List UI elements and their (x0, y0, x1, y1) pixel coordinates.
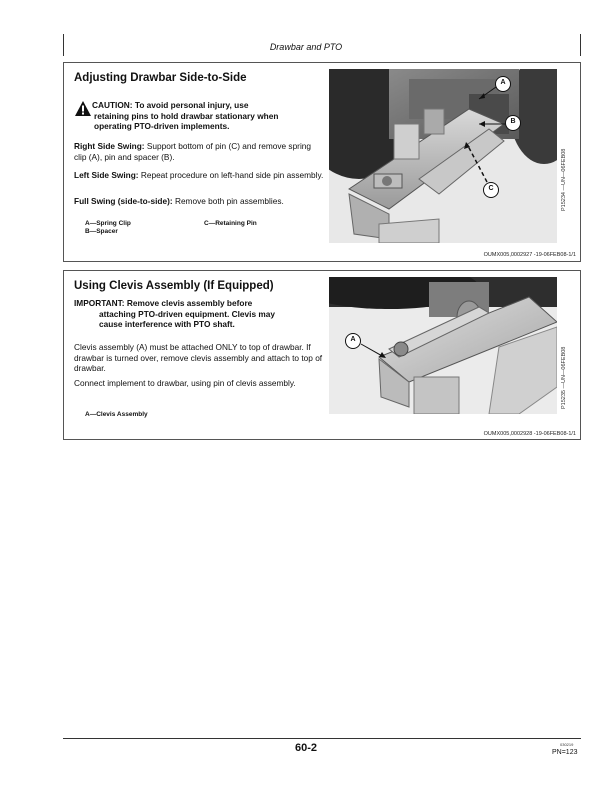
full-swing-label: Full Swing (side-to-side): (74, 196, 173, 206)
clevis-paragraph-2: Connect implement to drawbar, using pin of clevis assembly. (74, 378, 296, 388)
footer-pn: PN=123 (552, 749, 578, 756)
page-header-title: Drawbar and PTO (269, 42, 343, 52)
section-title: Adjusting Drawbar Side-to-Side (74, 72, 247, 84)
full-swing-paragraph (74, 196, 324, 207)
legend-a: A—Clevis Assembly (85, 411, 148, 418)
doc-id-1: OUMX005,0002927 -19-06FEB08-1/1 (483, 252, 576, 258)
callout-leader-line (329, 277, 557, 414)
doc-id-2: OUMX005,0002928 -19-06FEB08-1/1 (483, 431, 576, 437)
legend-a: A—Spring Clip (85, 220, 131, 227)
figure-id-1: P15234 —UN—06FEB08 (561, 148, 567, 211)
warning-triangle-icon (74, 100, 92, 117)
left-side-swing-text: Repeat procedure on left-hand side pin assembly. (138, 170, 324, 180)
section-drawbar-side-to-side (63, 62, 581, 262)
drawbar-pin-photo (329, 69, 557, 243)
important-line-1: IMPORTANT: Remove clevis assembly before (74, 298, 253, 308)
important-line-3: cause interference with PTO shaft. (99, 319, 235, 329)
footer-rule (63, 738, 581, 739)
callout-b-label: B (510, 118, 516, 125)
left-side-swing-paragraph (74, 170, 324, 181)
legend-b: B—Spacer (85, 228, 118, 235)
left-side-swing-label: Left Side Swing: (74, 170, 139, 180)
section-clevis-assembly (63, 270, 581, 440)
callout-a-label: A (350, 336, 356, 343)
footer-code: 030219 (560, 742, 574, 747)
right-side-swing-text: Support bottom of pin (C) and remove spring clip (A), pin and spacer (B). (74, 141, 312, 162)
legend-c: C—Retaining Pin (204, 220, 257, 227)
right-side-swing-label: Right Side Swing: (74, 141, 145, 151)
caution-line-3: operating PTO-driven implements. (94, 121, 230, 131)
callout-a-label: A (500, 79, 506, 86)
clevis-assembly-photo (329, 277, 557, 414)
section-title: Using Clevis Assembly (If Equipped) (74, 280, 274, 292)
page-number: 60-2 (294, 742, 318, 754)
callout-leader-lines (329, 69, 557, 243)
figure-id-2: P15235 —UN—06FEB08 (561, 346, 567, 409)
callout-c-label: C (488, 185, 494, 192)
clevis-paragraph-1: Clevis assembly (A) must be attached ONLY to top of drawbar. If drawbar is turned over, remove clevis assembly and attach to top of drawbar. (74, 342, 323, 373)
important-line-2: attaching PTO-driven equipment. Clevis may (99, 308, 275, 319)
full-swing-text: Remove both pin assemblies. (172, 196, 284, 206)
caution-line-1: CAUTION: To avoid personal injury, use (92, 100, 249, 110)
right-side-swing-paragraph (74, 141, 324, 162)
caution-line-2: retaining pins to hold drawbar stationary when (94, 110, 279, 121)
